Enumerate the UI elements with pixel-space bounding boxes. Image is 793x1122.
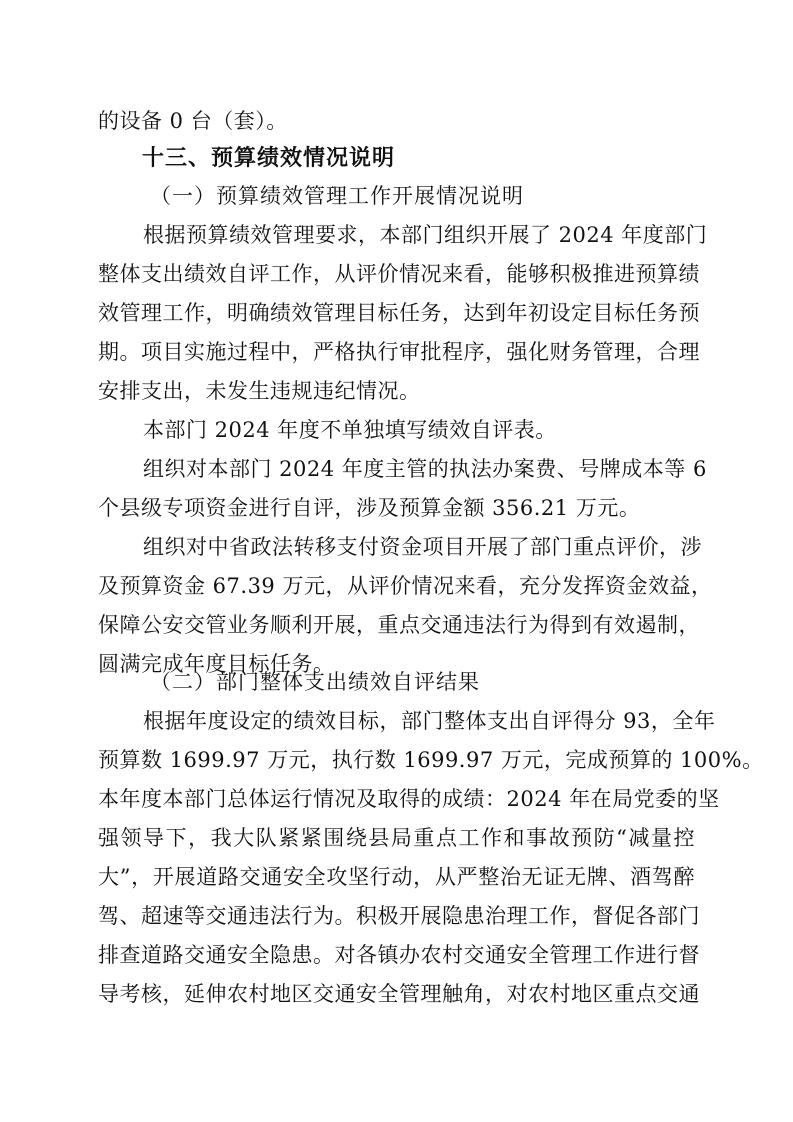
paragraph-5-line: 预算数 1699.97 万元，执行数 1699.97 万元，完成预算的 100%。 — [98, 748, 764, 772]
paragraph-1-line: 根据预算绩效管理要求，本部门组织开展了 2024 年度部门 — [143, 223, 708, 247]
paragraph-1-line: 整体支出绩效自评工作，从评价情况来看，能够积极推进预算绩 — [98, 262, 700, 286]
paragraph-1-line: 期。项目实施过程中，严格执行审批程序，强化财务管理，合理 — [98, 340, 700, 364]
paragraph-4-line: 圆满完成年度目标任务。 — [98, 652, 335, 676]
paragraph-5-line: 本年度本部门总体运行情况及取得的成绩：2024 年在局党委的坚 — [98, 787, 720, 811]
paragraph-3-line: 组织对本部门 2024 年度主管的执法办案费、号牌成本等 6 — [143, 457, 707, 481]
paragraph-5-line: 驾、超速等交通违法行为。积极开展隐患治理工作，督促各部门 — [98, 904, 700, 928]
section-title: 十三、预算绩效情况说明 — [142, 146, 396, 171]
paragraph-5-line: 导考核，延伸农村地区交通安全管理触角，对农村地区重点交通 — [98, 982, 700, 1006]
paragraph-5-line: 排查道路交通安全隐患。对各镇办农村交通安全管理工作进行督 — [98, 943, 700, 967]
paragraph-5-line: 大”，开展道路交通安全攻坚行动，从严整治无证无牌、酒驾醉 — [98, 865, 695, 889]
paragraph-1-line: 效管理工作，明确绩效管理目标任务，达到年初设定目标任务预 — [98, 301, 700, 325]
subsection-title-2: （二）部门整体支出绩效自评结果 — [150, 670, 480, 694]
intro-tail-line: 的设备 0 台（套）。 — [98, 109, 288, 133]
paragraph-4-line: 及预算资金 67.39 万元，从评价情况来看，充分发挥资金效益， — [98, 574, 713, 598]
paragraph-5-line: 根据年度设定的绩效目标，部门整体支出自评得分 93，全年 — [143, 709, 716, 733]
paragraph-5-line: 强领导下，我大队紧紧围绕县局重点工作和事故预防“减量控 — [98, 826, 695, 850]
paragraph-4-line: 保障公安交管业务顺利开展，重点交通违法行为得到有效遏制， — [98, 613, 700, 637]
paragraph-1-line: 安排支出，未发生违规违纪情况。 — [98, 379, 421, 403]
paragraph-3-line: 个县级专项资金进行自评，涉及预算金额 356.21 万元。 — [98, 496, 641, 520]
paragraph-2-line: 本部门 2024 年度不单独填写绩效自评表。 — [143, 418, 557, 442]
subsection-title-1: （一）预算绩效管理工作开展情况说明 — [150, 184, 524, 208]
paragraph-4-line: 组织对中省政法转移支付资金项目开展了部门重点评价，涉 — [143, 535, 702, 559]
